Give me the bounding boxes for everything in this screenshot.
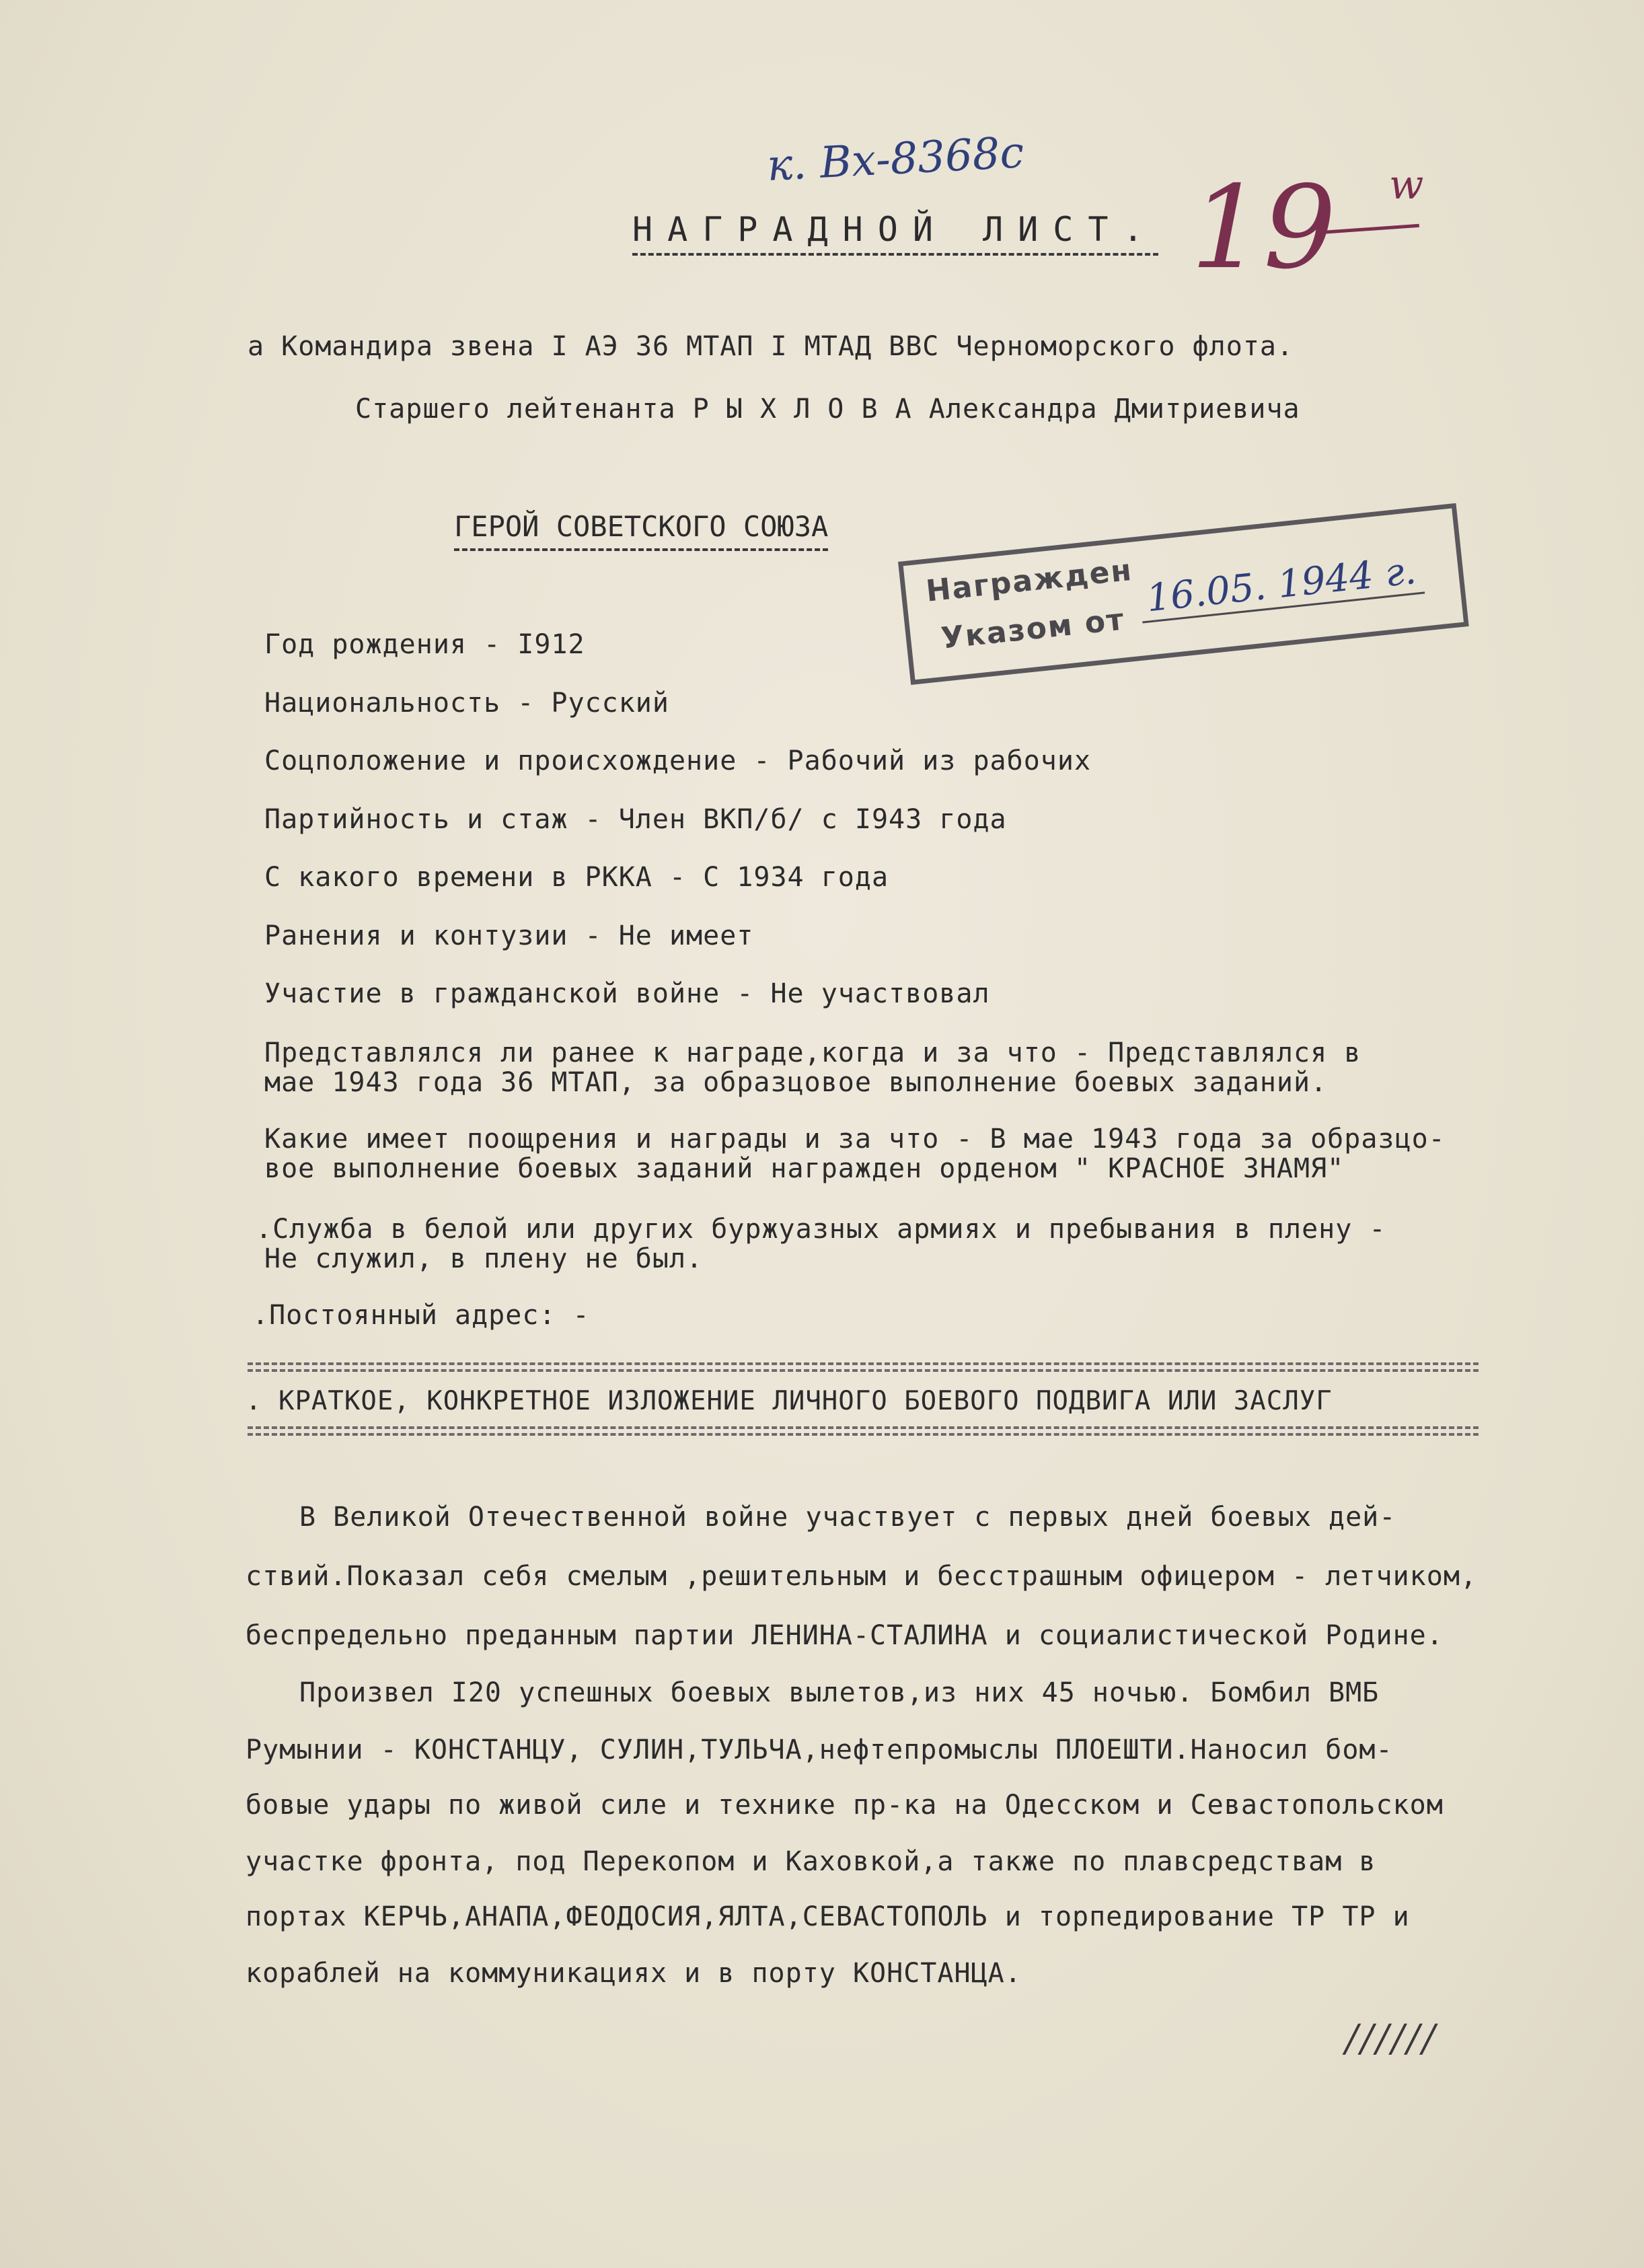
field-service-line1: .Служба в белой или других буржуазных армиях и пребывания в плену - (256, 1214, 1386, 1245)
stamp-date: 16.05. 1944 г. (1137, 548, 1425, 624)
section-separator-top-2 (248, 1369, 1479, 1372)
narrative-line: ствий.Показал себя смелым ,решительным и бесстрашным офицером - летчиком, (246, 1561, 1477, 1592)
section-separator-bottom (248, 1426, 1479, 1429)
field-wounds: Ранения и контузии - Не имеет (264, 920, 754, 951)
field-previous-award-line2: мае 1943 года 36 МТАП, за образцовое выполнение боевых заданий. (264, 1067, 1328, 1098)
document-title: НАГРАДНОЙ ЛИСТ. (632, 210, 1158, 256)
section-separator-bottom-2 (248, 1433, 1479, 1436)
field-nationality: Национальность - Русский (264, 688, 669, 719)
field-social-origin: Соцположение и происхождение - Рабочий из рабочих (264, 745, 1092, 776)
narrative-line: портах КЕРЧЬ,АНАПА,ФЕОДОСИЯ,ЯЛТА,СЕВАСТОПОЛЬ и торпедирование ТР ТР и (246, 1901, 1410, 1932)
narrative-line: кораблей на коммуникациях и в порту КОНСТАНЦА. (246, 1958, 1022, 1989)
award-title: ГЕРОЙ СОВЕТСКОГО СОЮЗА (454, 510, 828, 551)
field-birth-year: Год рождения - I912 (264, 629, 585, 660)
header-name-line: Старшего лейтенанта Р Ы Х Л О В А Александра Дмитриевича (355, 394, 1300, 425)
end-marks: ////// (1345, 2017, 1438, 2061)
narrative-line: участке фронта, под Перекопом и Каховкой,а также по плавсредствам в (246, 1846, 1376, 1877)
stamp-line-decree: Указом от (939, 602, 1127, 656)
field-party: Партийность и стаж - Член ВКП/б/ с I943 года (264, 804, 1007, 835)
field-civil-war: Участие в гражданской войне - Не участвовал (264, 978, 990, 1009)
narrative-line: Румынии - КОНСТАНЦУ, СУЛИН,ТУЛЬЧА,нефтепромыслы ПЛОЕШТИ.Наносил бом- (246, 1734, 1393, 1765)
field-awards-line2: вое выполнение боевых заданий награжден орденом " КРАСНОЕ ЗНАМЯ" (264, 1153, 1345, 1184)
stamp-line-awarded: Награжден (924, 552, 1135, 609)
header-unit-line: а Командира звена I АЭ 36 МТАП I МТАД ВВС Черноморского флота. (248, 331, 1294, 362)
field-army-since: С какого времени в РККА - С 1934 года (264, 862, 889, 893)
narrative-line: беспредельно преданным партии ЛЕНИНА-СТАЛИНА и социалистической Родине. (246, 1620, 1444, 1651)
section-title: . КРАТКОЕ, КОНКРЕТНОЕ ИЗЛОЖЕНИЕ ЛИЧНОГО БОЕВОГО ПОДВИГА ИЛИ ЗАСЛУГ (246, 1386, 1333, 1416)
field-previous-award-line1: Представлялся ли ранее к награде,когда и за что - Представлялся в (264, 1037, 1361, 1068)
field-address: .Постоянный адрес: - (252, 1300, 590, 1331)
section-separator-top (248, 1362, 1479, 1365)
field-awards-line1: Какие имеет поощрения и награды и за что - В мае 1943 года за образцо- (264, 1124, 1446, 1155)
narrative-line: В Великой Отечественной войне участвует с первых дней боевых дей- (299, 1502, 1396, 1533)
narrative-line: бовые удары по живой силе и технике пр-ка на Одесском и Севастопольском (246, 1790, 1444, 1821)
sheet-number-suffix: w (1389, 161, 1424, 209)
archive-reference: к. Вх-8368с (765, 128, 1026, 191)
field-service-line2: Не служил, в плену не был. (264, 1243, 704, 1274)
award-stamp (898, 503, 1469, 685)
narrative-line: Произвел I20 успешных боевых вылетов,из них 45 ночью. Бомбил ВМБ (299, 1677, 1380, 1708)
sheet-number: 19 (1191, 161, 1337, 295)
